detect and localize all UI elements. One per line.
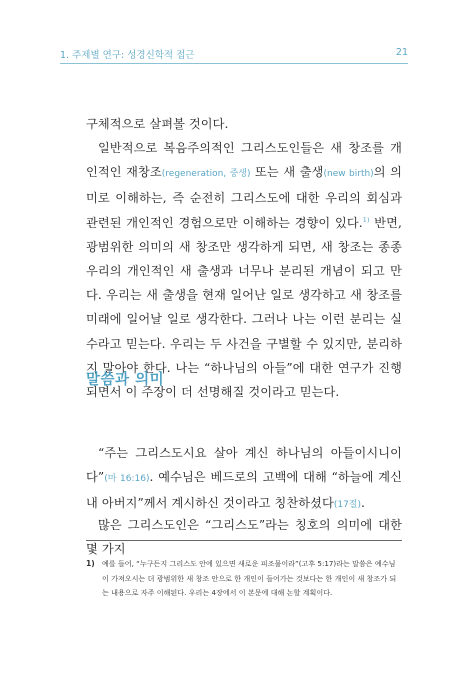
- header-rule: [60, 63, 408, 64]
- paragraph-2-text-b: 또는 새 출생: [250, 165, 324, 180]
- paragraph-3: [86, 441, 402, 518]
- running-head: [60, 44, 408, 62]
- scripture-reference-matthew: (마 16:16): [104, 474, 150, 485]
- paragraph-1: 구체적으로 살펴볼 것이다.: [86, 117, 229, 131]
- paragraph-3-text-c: .: [361, 496, 365, 511]
- footnote-rule: [86, 540, 402, 541]
- gloss-new-birth: (new birth): [323, 169, 374, 180]
- paragraph-3-text-b: . 예수님은 베드로의 고백에 대해 “하늘에 계신 내 아버지”께서 계시하신 것이라고 칭찬하셨다: [86, 470, 403, 511]
- footnote-mark: 1): [86, 559, 95, 568]
- footnote-reference[interactable]: 1): [362, 215, 370, 224]
- paragraph-4: 많은 그리스도인은 “그리스도”라는 칭호의 의미에 대한 몇 가지: [86, 518, 402, 557]
- page-number: 21: [395, 47, 408, 58]
- chapter-title: 1. 주제별 연구: 성경신학적 접근: [60, 50, 195, 61]
- footnote-text: 예를 들어, “누구든지 그리스도 안에 있으면 새로운 피조물이라”(고후 5:17)라는 말씀은 예수님이 가져오시는 더 광범위한 새 창조 안으로 한 개인이 들어가는 것보다는 한 개인이 새 창조가 되는 내용으로 자주 이해된다. 우리는 4장에서 이 본문에 대해 논할 계획이다.: [102, 559, 397, 598]
- paragraph-2-text-d: 반면, 광범위한 의미의 새 창조만 생각하게 되면, 새 창조는 종종 우리의 개인적인 새 출생과 너무나 분리된 개념이 되고 만다. 우리는 새 출생을 현재 일어난 일로 생각하고 새 창조를 미래에 일어날 일로 생각한다. 그러나 나는 이런 분리는 실수라고 믿는다. 우리는 두 사건을 구별할 수 있지만, 분리하지 말아야 한다. 나는 “하나님의 아들”에 대한 연구가 진행되면서 이 주장이 더 선명해질 것이라고 믿는다.: [86, 215, 402, 400]
- gloss-regeneration: (regeneration, 중생): [161, 169, 251, 180]
- paragraph-2: [86, 136, 402, 404]
- paragraph-2-text-c: 의 의미로 이해하는, 즉 순전히 그리스도에 대한 우리의 회심과 관련된 개인적인 경험으로만 이해하는 경향이 있다.: [86, 165, 402, 230]
- paragraph-2-text-a: 일반적으로 복음주의적인 그리스도인들은 새 창조를 개인적인 재창조: [86, 141, 402, 180]
- paragraph-3-text-a: “주는 그리스도시요 살아 계신 하나님의 아들이시니이다”: [86, 446, 402, 485]
- scripture-reference-verse-17: (17절): [333, 500, 361, 511]
- footnote: [86, 557, 402, 601]
- section-heading: 말씀과 의미: [86, 372, 165, 388]
